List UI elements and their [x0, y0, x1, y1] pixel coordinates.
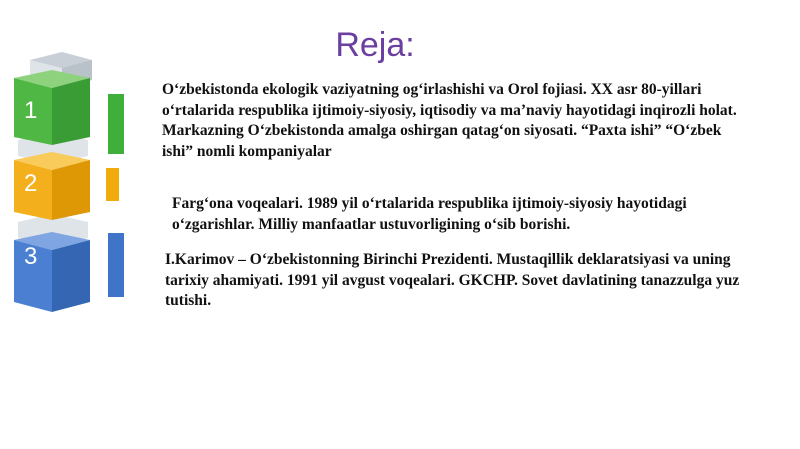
block-3: [14, 232, 90, 312]
bar-2: [106, 168, 119, 201]
bar-3: [108, 233, 124, 297]
plan-item-1-text: O‘zbekistonda ekologik vaziyatning og‘irlashishi va Orol fojiasi. XX asr 80-yillari o‘rtalarida respublika ijtimoiy-siyosiy, iqtisodiy va ma’naviy hayotidagi inqirozli holat. Markazning O‘zbekistonda amalga oshirgan qatag‘on siyosati. “Paxta ishi” “O‘zbek ishi” nomli kompaniyalar: [162, 81, 737, 160]
block-2-number: 2: [24, 170, 38, 197]
block-1: [14, 70, 90, 145]
block-2: [14, 152, 90, 220]
plan-item-2-text: Farg‘ona voqealari. 1989 yil o‘rtalarida respublika ijtimoiy-siyosiy hayotidagi o‘zgarishlar. Milliy manfaatlar ustuvorligining o‘sib borishi.: [172, 195, 687, 233]
page-title: Reja:: [335, 26, 415, 64]
bar-1: [108, 94, 124, 154]
block-3-number: 3: [24, 243, 38, 270]
plan-item-3-text: I.Karimov – O‘zbekistonning Birinchi Prezidenti. Mustaqillik deklaratsiyasi va uning tarixiy ahamiyati. 1991 yil avgust voqealari. GKCHP. Sovet davlatining tanazzulga yuz tutishi.: [165, 251, 740, 309]
block-1-number: 1: [24, 97, 38, 124]
